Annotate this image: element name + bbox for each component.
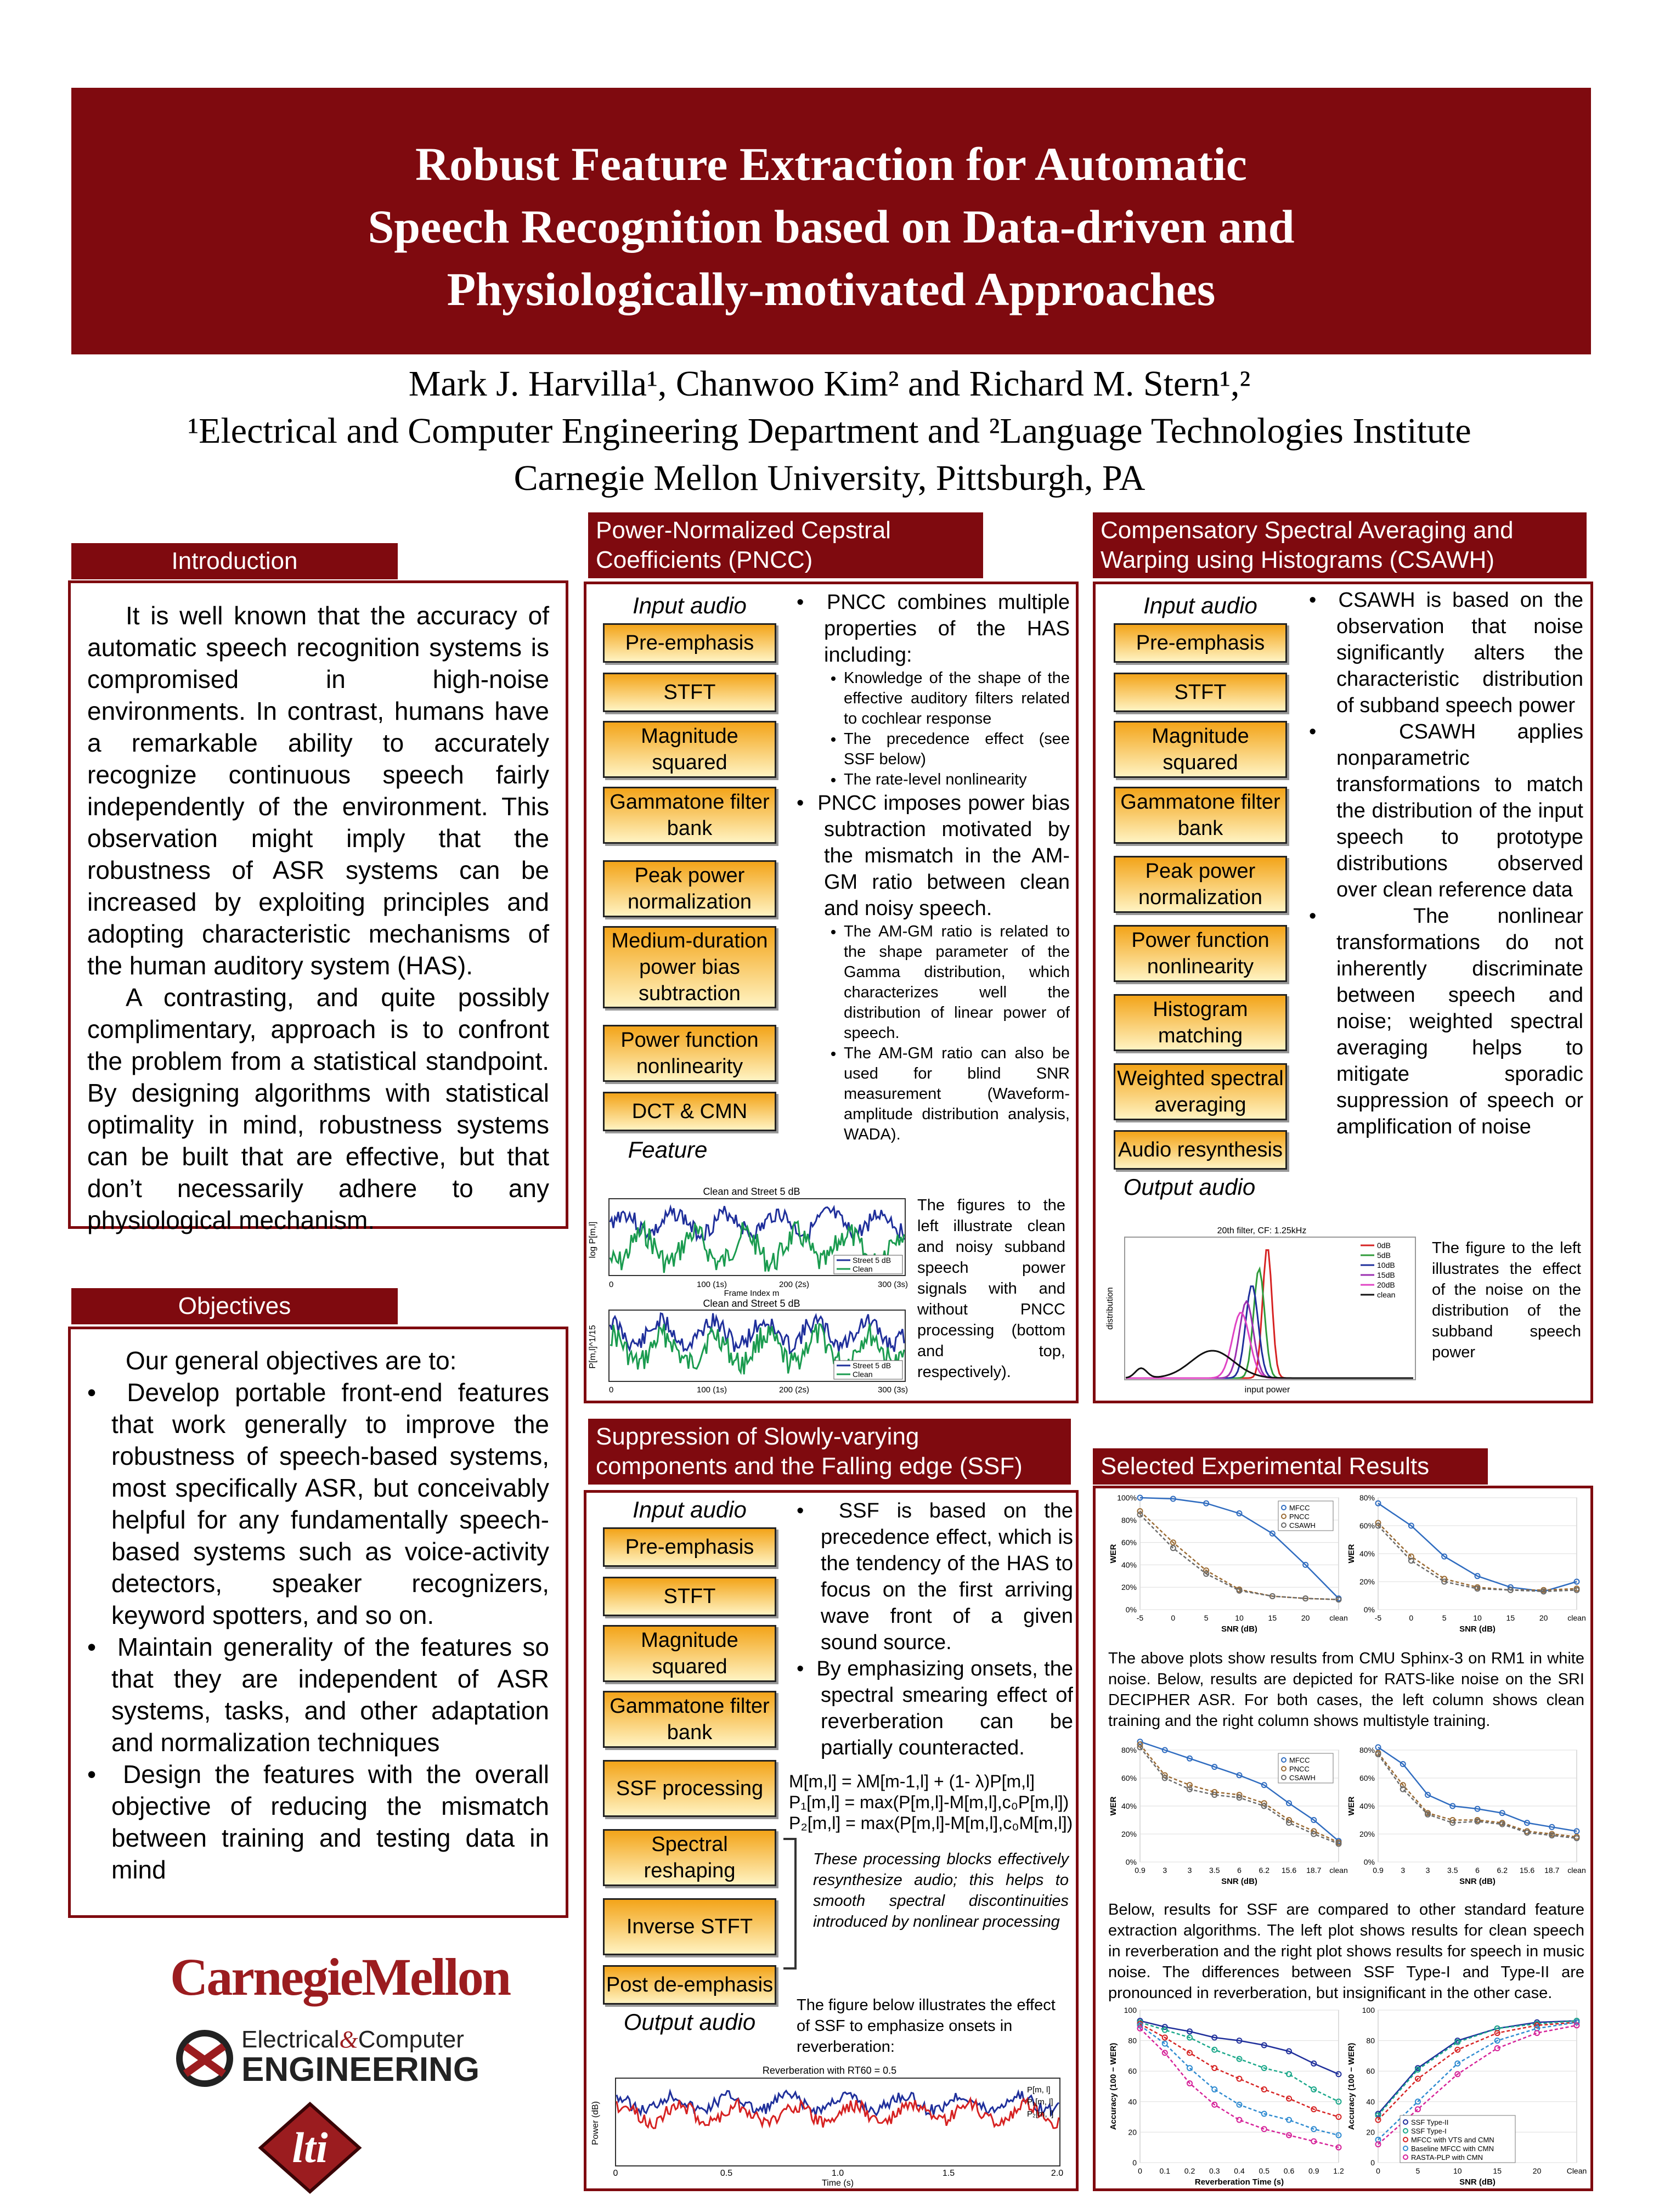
ssf-p1-line bbox=[617, 2099, 1059, 2129]
pncc-block: Pre-emphasis bbox=[603, 623, 776, 663]
pncc-block: Magnitude squared bbox=[603, 721, 776, 778]
chart-xlabel: SNR (dB) bbox=[1459, 1877, 1496, 1886]
pncc-tick: 300 (3s) bbox=[878, 1280, 909, 1289]
pncc-tick: 0 bbox=[609, 1280, 614, 1289]
chart-x-tick: 0.6 bbox=[1283, 2166, 1295, 2175]
chart-y-tick: 40 bbox=[1366, 2097, 1375, 2106]
title-line-3: Physiologically-motivated Approaches bbox=[447, 263, 1216, 315]
results-para-1: The above plots show results from CMU Sphinx-3 on RM1 in white noise. Below, results are depicted for RATS-like noise on the SRI DECIPHER ASR. For both cases, the left column shows clean training and the right column shows multistyle training. bbox=[1108, 1650, 1584, 1730]
pncc-subitem: • Knowledge of the shape of the effective auditory filters related to cochlear response bbox=[844, 668, 1070, 729]
chart-y-tick: 0% bbox=[1364, 1605, 1375, 1614]
ssf-heading-line1: Suppression of Slowly-varying bbox=[596, 1423, 919, 1450]
chart-y-tick: 60% bbox=[1359, 1521, 1375, 1530]
chart-x-tick: 3.5 bbox=[1209, 1866, 1220, 1875]
csawh-block: Histogram matching bbox=[1114, 994, 1287, 1051]
chart-y-tick: 60% bbox=[1121, 1538, 1137, 1547]
pncc-legend-clean: Clean bbox=[853, 1265, 873, 1273]
pncc-legend-clean: Clean bbox=[853, 1370, 873, 1379]
pncc-tick: 200 (2s) bbox=[779, 1385, 810, 1395]
csawh-legend-label: 15dB bbox=[1377, 1271, 1395, 1279]
chart-x-tick: 1.2 bbox=[1333, 2166, 1344, 2175]
ssf-tick: 0 bbox=[613, 2169, 618, 2178]
ssf-plot-title: Reverberation with RT60 = 0.5 bbox=[762, 2065, 897, 2076]
chart-ylabel: WER bbox=[1347, 1544, 1357, 1564]
csawh-plot-title: 20th filter, CF: 1.25kHz bbox=[1217, 1226, 1307, 1235]
objective-item: • Develop portable front-end features that work generally to improve the robustness of speech-based systems, most specifically ASR, but conceivably helpful for any fundamentally speech-based systems such as voice-activity detectors, speaker recognizers, keyword spotters, and so on. bbox=[87, 1378, 549, 1629]
chart-rats-multistyle bbox=[1346, 1742, 1587, 1888]
cmu-logo: CarnegieMellon bbox=[170, 1948, 510, 2006]
chart-x-tick: 10 bbox=[1235, 1613, 1244, 1622]
chart-legend-label: MFCC bbox=[1289, 1504, 1310, 1512]
chart-x-tick: 20 bbox=[1539, 1613, 1548, 1622]
ssf-plot-ylabel: Power (dB) bbox=[591, 2101, 600, 2146]
introduction-p2: A contrasting, and quite possibly complimentary, approach is to confront the problem from a statistical standpoint. By designing algorithms with statistical optimality in mind, robustness systems can be built that are effective, but that don’t necessarily adhere to any physiological mechanism. bbox=[87, 983, 549, 1234]
ssf-equation-1: M[m,l] = λM[m-1,l] + (1- λ)P[m,l] bbox=[789, 1771, 1035, 1791]
chart-xlabel: SNR (dB) bbox=[1459, 2177, 1496, 2187]
chart-x-tick: 0.4 bbox=[1234, 2166, 1245, 2175]
chart-y-tick: 80% bbox=[1359, 1746, 1375, 1754]
ece-logo-line2: ENGINEERING bbox=[241, 2051, 480, 2089]
chart-x-tick: 15 bbox=[1493, 2166, 1502, 2175]
chart-y-tick: 0 bbox=[1370, 2158, 1375, 2167]
ssf-legend-p1: P₁[m, l] bbox=[1027, 2097, 1053, 2107]
csawh-legend bbox=[1361, 1241, 1395, 1299]
pncc-heading bbox=[588, 512, 983, 578]
chart-legend-label: SSF Type-II bbox=[1411, 2118, 1449, 2126]
ece-emblem-icon bbox=[174, 2024, 235, 2096]
chart-x-tick: 3 bbox=[1426, 1866, 1430, 1875]
introduction-p1: It is well known that the accuracy of automatic speech recognition systems is compromised in high-noise environments. In contrast, humans have a remarkable ability to accurately recognize continuous speech fairly independently of the environment. This observation might imply that the robustness of ASR systems can be increased by exploiting principles and adopting characteristic mechanisms of the human auditory system (HAS). bbox=[87, 601, 549, 980]
chart-white-multistyle bbox=[1346, 1490, 1587, 1636]
ssf-block: STFT bbox=[603, 1577, 776, 1616]
chart-x-tick: 6.2 bbox=[1497, 1866, 1508, 1875]
chart-point bbox=[1163, 2041, 1167, 2046]
ssf-block: Pre-emphasis bbox=[603, 1527, 776, 1567]
pncc-input-label: Input audio bbox=[633, 592, 747, 618]
chart-series-line bbox=[1378, 1523, 1577, 1590]
ssf-plot-xlabel: Time (s) bbox=[821, 2179, 854, 2188]
ssf-caption: The figure below illustrates the effect of SSF to emphasize onsets in reverberation: bbox=[797, 1996, 1056, 2056]
chart-xlabel: SNR (dB) bbox=[1459, 1624, 1496, 1634]
csawh-block: STFT bbox=[1114, 673, 1287, 712]
chart-x-tick: 0 bbox=[1376, 2166, 1381, 2175]
pncc-output-label: Feature bbox=[628, 1137, 708, 1163]
chart-x-tick: 15 bbox=[1268, 1613, 1277, 1622]
chart-rats-clean bbox=[1108, 1742, 1348, 1888]
chart-x-tick: -5 bbox=[1136, 1613, 1144, 1622]
chart-ylabel: Accuracy (100 − WER) bbox=[1109, 2042, 1118, 2130]
chart-x-tick: 0 bbox=[1138, 2166, 1142, 2175]
chart-series-line bbox=[1140, 2028, 1339, 2147]
chart-x-tick: 3.5 bbox=[1447, 1866, 1458, 1875]
ssf-block: Magnitude squared bbox=[603, 1625, 776, 1682]
chart-ylabel: WER bbox=[1347, 1796, 1357, 1816]
chart-y-tick: 20 bbox=[1366, 2128, 1375, 2137]
chart-x-tick: 18.7 bbox=[1306, 1866, 1322, 1875]
ssf-bullet: • SSF is based on the precedence effect, which is the tendency of the HAS to focus on the first arriving wave front of a given sound source. bbox=[797, 1499, 1073, 1654]
chart-y-tick: 60% bbox=[1121, 1774, 1137, 1782]
pncc-plot-ylabel-bottom: P[m,l]^1/15 bbox=[588, 1325, 597, 1369]
chart-x-tick: 3 bbox=[1187, 1866, 1192, 1875]
chart-series-line bbox=[1140, 2021, 1339, 2074]
chart-y-tick: 40% bbox=[1121, 1560, 1137, 1570]
university: Carnegie Mellon University, Pittsburgh, PA bbox=[514, 458, 1146, 498]
pncc-tick: 200 (2s) bbox=[779, 1280, 810, 1289]
pncc-tick: 100 (1s) bbox=[697, 1385, 727, 1395]
chart-legend-label: CSAWH bbox=[1289, 1774, 1316, 1782]
csawh-curve bbox=[1126, 1313, 1413, 1378]
chart-x-tick: 0.5 bbox=[1259, 2166, 1269, 2175]
pncc-block: STFT bbox=[603, 673, 776, 712]
pncc-bullet-1: • PNCC combines multiple properties of the HAS including: bbox=[797, 591, 1070, 667]
chart-series-line bbox=[1378, 2021, 1577, 2114]
csawh-legend-label: 10dB bbox=[1377, 1261, 1395, 1269]
pncc-heading-line2: Coefficients (PNCC) bbox=[596, 546, 813, 573]
chart-x-tick: 3 bbox=[1401, 1866, 1406, 1875]
objective-item: • Design the features with the overall objective of reducing the mismatch between training and testing data in mind bbox=[87, 1760, 549, 1884]
csawh-legend-label: clean bbox=[1377, 1290, 1396, 1299]
chart-x-tick: clean bbox=[1567, 1613, 1587, 1622]
pncc-block: Power function nonlinearity bbox=[603, 1025, 776, 1082]
ssf-input-label: Input audio bbox=[633, 1497, 747, 1522]
pncc-subitem: • The rate-level nonlinearity bbox=[844, 770, 1070, 790]
chart-y-tick: 80 bbox=[1128, 2036, 1137, 2045]
pncc-bullet-2: • PNCC imposes power bias subtraction motivated by the mismatch in the AM-GM ratio between clean and noisy speech. bbox=[797, 792, 1070, 920]
chart-x-tick: 6.2 bbox=[1259, 1866, 1269, 1875]
csawh-plot-xlabel: input power bbox=[1244, 1385, 1290, 1395]
chart-x-tick: clean bbox=[1329, 1613, 1348, 1622]
chart-y-tick: 20% bbox=[1359, 1830, 1375, 1838]
ssf-tick: 1.0 bbox=[831, 2169, 844, 2178]
pncc-legend-noisy: Street 5 dB bbox=[853, 1361, 891, 1370]
chart-y-tick: 60% bbox=[1359, 1774, 1375, 1782]
ssf-block: Gammatone filter bank bbox=[603, 1691, 776, 1748]
introduction-box bbox=[68, 580, 568, 1234]
csawh-block: Audio resynthesis bbox=[1114, 1130, 1287, 1170]
csawh-input-label: Input audio bbox=[1143, 592, 1257, 618]
chart-y-tick: 0% bbox=[1125, 1605, 1137, 1614]
title-banner bbox=[71, 88, 1591, 354]
chart-legend-label: MFCC with VTS and CMN bbox=[1411, 2136, 1495, 2144]
chart-y-tick: 20% bbox=[1121, 1830, 1137, 1838]
csawh-plot-ylabel: distribution bbox=[1105, 1287, 1115, 1330]
chart-x-tick: 20 bbox=[1533, 2166, 1542, 2175]
chart-legend-label: Baseline MFCC with CMN bbox=[1411, 2145, 1494, 2153]
ssf-block: Spectral reshaping bbox=[603, 1829, 776, 1886]
chart-point bbox=[1415, 2107, 1420, 2112]
chart-legend-label: PNCC bbox=[1289, 1513, 1310, 1521]
chart-x-tick: 10 bbox=[1473, 1613, 1482, 1622]
chart-x-tick: 3 bbox=[1163, 1866, 1167, 1875]
chart-ssf-music bbox=[1346, 2002, 1587, 2189]
chart-x-tick: 10 bbox=[1453, 2166, 1463, 2175]
chart-x-tick: 0.9 bbox=[1308, 2166, 1319, 2175]
csawh-heading-line1: Compensatory Spectral Averaging and bbox=[1101, 517, 1514, 544]
chart-x-tick: 0 bbox=[1171, 1613, 1176, 1622]
chart-x-tick: 18.7 bbox=[1544, 1866, 1560, 1875]
csawh-bullets bbox=[1309, 587, 1583, 1140]
ssf-legend-p: P[m, l] bbox=[1027, 2085, 1051, 2095]
chart-x-tick: 15.6 bbox=[1520, 1866, 1535, 1875]
author-names: Mark J. Harvilla¹, Chanwoo Kim² and Richard M. Stern¹,² bbox=[408, 364, 1251, 404]
csawh-bullet: • The nonlinear transformations do not inherently discriminate between speech and noise; weighted spectral averaging helps to mitigate sporadic suppression of speech or amplification of noise bbox=[1309, 905, 1583, 1138]
chart-y-tick: 80% bbox=[1359, 1493, 1375, 1502]
ssf-output-label: Output audio bbox=[623, 2009, 756, 2035]
csawh-legend-label: 0dB bbox=[1377, 1241, 1391, 1250]
ssf-block: Post de-emphasis bbox=[603, 1965, 776, 2005]
ssf-equation-2: P₁[m,l] = max(P[m,l]-M[m,l],c₀P[m,l]) bbox=[789, 1792, 1069, 1812]
chart-ylabel: WER bbox=[1109, 1796, 1118, 1816]
chart-ylabel: WER bbox=[1109, 1544, 1118, 1564]
pncc-signal-plots bbox=[587, 1185, 916, 1399]
chart-y-tick: 0 bbox=[1132, 2158, 1137, 2167]
objectives-box bbox=[68, 1327, 568, 1918]
csawh-legend-label: 5dB bbox=[1377, 1251, 1391, 1260]
csawh-block: Magnitude squared bbox=[1114, 721, 1287, 778]
pncc-block: Gammatone filter bank bbox=[603, 787, 776, 844]
pncc-sublist-2 bbox=[797, 922, 1070, 1145]
chart-legend-label: RASTA-PLP with CMN bbox=[1411, 2153, 1483, 2162]
chart-x-tick: 6 bbox=[1237, 1866, 1242, 1875]
chart-legend-label: PNCC bbox=[1289, 1765, 1310, 1773]
pncc-plot-title-top: Clean and Street 5 dB bbox=[703, 1186, 800, 1197]
ece-logo bbox=[174, 2024, 480, 2096]
ece-logo-line1: Electrical&Computer bbox=[241, 2026, 464, 2053]
csawh-block: Power function nonlinearity bbox=[1114, 925, 1287, 982]
csawh-curves bbox=[1126, 1250, 1413, 1378]
pncc-subitem: • The precedence effect (see SSF below) bbox=[844, 729, 1070, 770]
chart-y-tick: 100% bbox=[1117, 1493, 1137, 1502]
pncc-tick: 300 (3s) bbox=[878, 1385, 909, 1395]
chart-x-tick: 0.2 bbox=[1184, 2166, 1195, 2175]
ssf-heading bbox=[588, 1419, 1071, 1485]
chart-y-tick: 0% bbox=[1364, 1858, 1375, 1866]
pncc-bullets bbox=[797, 589, 1070, 1145]
chart-y-tick: 40% bbox=[1359, 1802, 1375, 1810]
results-heading: Selected Experimental Results bbox=[1093, 1448, 1488, 1485]
chart-xlabel: SNR (dB) bbox=[1221, 1624, 1257, 1634]
csawh-heading-line2: Warping using Histograms (CSAWH) bbox=[1101, 546, 1495, 573]
chart-x-tick: 0.9 bbox=[1373, 1866, 1384, 1875]
results-row-1 bbox=[1108, 1490, 1585, 1636]
chart-ssf-reverb bbox=[1108, 2002, 1344, 2189]
ssf-legend-p2: P₂[m, l] bbox=[1027, 2109, 1054, 2119]
chart-y-tick: 20% bbox=[1359, 1577, 1375, 1586]
chart-series-line bbox=[1140, 2025, 1339, 2135]
ssf-equations bbox=[789, 1771, 1076, 1833]
chart-y-tick: 100 bbox=[1362, 2006, 1375, 2015]
chart-legend-label: SSF Type-I bbox=[1411, 2127, 1447, 2135]
chart-xlabel: SNR (dB) bbox=[1221, 1877, 1257, 1886]
ssf-block: SSF processing bbox=[603, 1760, 776, 1817]
lti-logo-text: lti bbox=[292, 2124, 328, 2171]
introduction-heading: Introduction bbox=[71, 543, 398, 579]
csawh-legend-label: 20dB bbox=[1377, 1280, 1395, 1289]
pncc-plot-xlabel-top: Frame Index m bbox=[724, 1289, 780, 1298]
chart-y-tick: 80 bbox=[1366, 2036, 1375, 2045]
chart-x-tick: 20 bbox=[1301, 1613, 1310, 1622]
chart-y-tick: 60 bbox=[1128, 2067, 1137, 2076]
title-line-1: Robust Feature Extraction for Automatic bbox=[415, 138, 1247, 190]
chart-point bbox=[1376, 1745, 1381, 1750]
csawh-caption: The figure to the left illustrates the effect of the noise on the distribution of the subband speech power bbox=[1432, 1239, 1581, 1361]
ssf-bullet: • By emphasizing onsets, the spectral smearing effect of reverberation can be partially counteracted. bbox=[797, 1657, 1074, 1759]
pncc-subitem: • The AM-GM ratio can also be used for blind SNR measurement (Waveform-amplitude distribution analysis, WADA). bbox=[844, 1043, 1070, 1145]
pncc-plot-ylabel-top: log P[m,l] bbox=[588, 1221, 597, 1259]
pncc-tick: 0 bbox=[609, 1385, 614, 1395]
chart-x-tick: -5 bbox=[1375, 1613, 1382, 1622]
chart-x-tick: 5 bbox=[1442, 1613, 1447, 1622]
chart-y-tick: 60 bbox=[1366, 2067, 1375, 2076]
chart-x-tick: 15 bbox=[1506, 1613, 1515, 1622]
pncc-block: Peak power normalization bbox=[603, 860, 776, 917]
csawh-flow bbox=[1107, 591, 1294, 1201]
results-row-3 bbox=[1108, 2002, 1585, 2189]
csawh-block: Gammatone filter bank bbox=[1114, 787, 1287, 844]
objective-item: • Maintain generality of the features so that they are independent of ASR systems, tasks, and other adaptation and normalization techniques bbox=[87, 1633, 549, 1757]
pncc-heading-line1: Power-Normalized Cepstral bbox=[596, 517, 891, 544]
pncc-plot-title-bottom: Clean and Street 5 dB bbox=[703, 1298, 800, 1309]
chart-x-tick: clean bbox=[1567, 1866, 1587, 1875]
chart-xlabel: Reverberation Time (s) bbox=[1194, 2177, 1284, 2187]
affiliation: ¹Electrical and Computer Engineering Department and ²Language Technologies Institute bbox=[188, 411, 1471, 451]
chart-x-tick: 0.1 bbox=[1159, 2166, 1170, 2175]
pncc-caption: The figures to the left illustrate clean and noisy subband speech power signals with and without PNCC processing (bottom and top, respectively). bbox=[917, 1197, 1065, 1381]
chart-series-line bbox=[1140, 2022, 1339, 2102]
csawh-block: Weighted spectral averaging bbox=[1114, 1063, 1287, 1120]
pncc-block: DCT & CMN bbox=[603, 1092, 776, 1131]
results-row-2 bbox=[1108, 1742, 1585, 1888]
chart-white-clean bbox=[1108, 1490, 1348, 1636]
ssf-tick: 2.0 bbox=[1051, 2169, 1064, 2178]
chart-y-tick: 20% bbox=[1121, 1583, 1137, 1592]
chart-x-tick: Clean bbox=[1567, 2166, 1587, 2175]
chart-x-tick: 0.3 bbox=[1209, 2166, 1220, 2175]
chart-y-tick: 0% bbox=[1125, 1858, 1137, 1866]
ssf-bullets bbox=[797, 1498, 1073, 1761]
pncc-subitem: • The AM-GM ratio is related to the shape parameter of the Gamma distribution, which characterizes well the distribution of linear power of speech. bbox=[844, 922, 1070, 1043]
chart-point bbox=[1212, 2087, 1217, 2092]
ssf-heading-line2: components and the Falling edge (SSF) bbox=[596, 1453, 1023, 1480]
ssf-resynthesis-bracket bbox=[783, 1838, 797, 1970]
csawh-curve bbox=[1126, 1301, 1413, 1378]
csawh-block: Pre-emphasis bbox=[1114, 623, 1287, 663]
chart-legend-label: CSAWH bbox=[1289, 1521, 1316, 1530]
chart-ylabel: Accuracy (100 − WER) bbox=[1347, 2042, 1357, 2130]
lti-logo bbox=[258, 2101, 362, 2194]
csawh-block: Peak power normalization bbox=[1114, 856, 1287, 913]
csawh-output-label: Output audio bbox=[1123, 1174, 1256, 1200]
csawh-bullet: • CSAWH applies nonparametric transformations to match the distribution of the input speech to prototype distributions observed over clean reference data bbox=[1309, 720, 1584, 901]
csawh-bullet: • CSAWH is based on the observation that noise significantly alters the characteristic distribution of subband speech power bbox=[1309, 589, 1583, 717]
pncc-legend-noisy: Street 5 dB bbox=[853, 1256, 891, 1265]
pncc-tick: 100 (1s) bbox=[697, 1280, 727, 1289]
results-para-2: Below, results for SSF are compared to other standard feature extraction algorithms. The left plot shows results for clean speech in reverberation and the right plot shows results for speech in music noise. The differences between SSF Type-I and Type-II are pronounced in reverberation, but insignificant in the other case. bbox=[1108, 1901, 1584, 2002]
objectives-intro: Our general objectives are to: bbox=[126, 1346, 457, 1375]
title-line-2: Speech Recognition based on Data-driven and bbox=[368, 200, 1295, 253]
pncc-flow bbox=[599, 591, 780, 1164]
chart-y-tick: 80% bbox=[1121, 1515, 1137, 1525]
chart-y-tick: 40 bbox=[1128, 2097, 1137, 2106]
chart-y-tick: 40% bbox=[1121, 1802, 1137, 1810]
chart-legend-label: MFCC bbox=[1289, 1756, 1310, 1764]
chart-y-tick: 100 bbox=[1124, 2006, 1137, 2015]
ssf-reverberation-plot bbox=[588, 2062, 1074, 2188]
ssf-equation-3: P₂[m,l] = max(P[m,l]-M[m,l],c₀M[m,l]) bbox=[789, 1813, 1073, 1833]
ssf-tick: 1.5 bbox=[942, 2169, 955, 2178]
chart-x-tick: 0 bbox=[1409, 1613, 1414, 1622]
chart-y-tick: 40% bbox=[1359, 1549, 1375, 1558]
chart-point bbox=[1187, 2066, 1192, 2070]
csawh-distribution-plot bbox=[1103, 1223, 1426, 1399]
chart-y-tick: 20 bbox=[1128, 2128, 1137, 2137]
ssf-note: These processing blocks effectively resynthesize audio; this helps to smooth spectral discontinuities introduced by nonlinear processing bbox=[813, 1850, 1069, 1931]
chart-x-tick: clean bbox=[1329, 1866, 1348, 1875]
objectives-heading: Objectives bbox=[71, 1288, 398, 1324]
chart-x-tick: 6 bbox=[1475, 1866, 1480, 1875]
chart-x-tick: 5 bbox=[1204, 1613, 1209, 1622]
ssf-tick: 0.5 bbox=[720, 2169, 733, 2178]
pncc-block: Medium-duration power bias subtraction bbox=[603, 926, 776, 1008]
chart-x-tick: 5 bbox=[1415, 2166, 1420, 2175]
pncc-sublist-1 bbox=[797, 668, 1070, 790]
chart-y-tick: 80% bbox=[1121, 1746, 1137, 1754]
ssf-block: Inverse STFT bbox=[603, 1898, 776, 1955]
chart-x-tick: 15.6 bbox=[1281, 1866, 1297, 1875]
ssf-p-line bbox=[617, 2091, 1059, 2115]
csawh-heading bbox=[1093, 512, 1587, 578]
chart-x-tick: 0.9 bbox=[1135, 1866, 1146, 1875]
ssf-flow bbox=[599, 1496, 780, 2036]
